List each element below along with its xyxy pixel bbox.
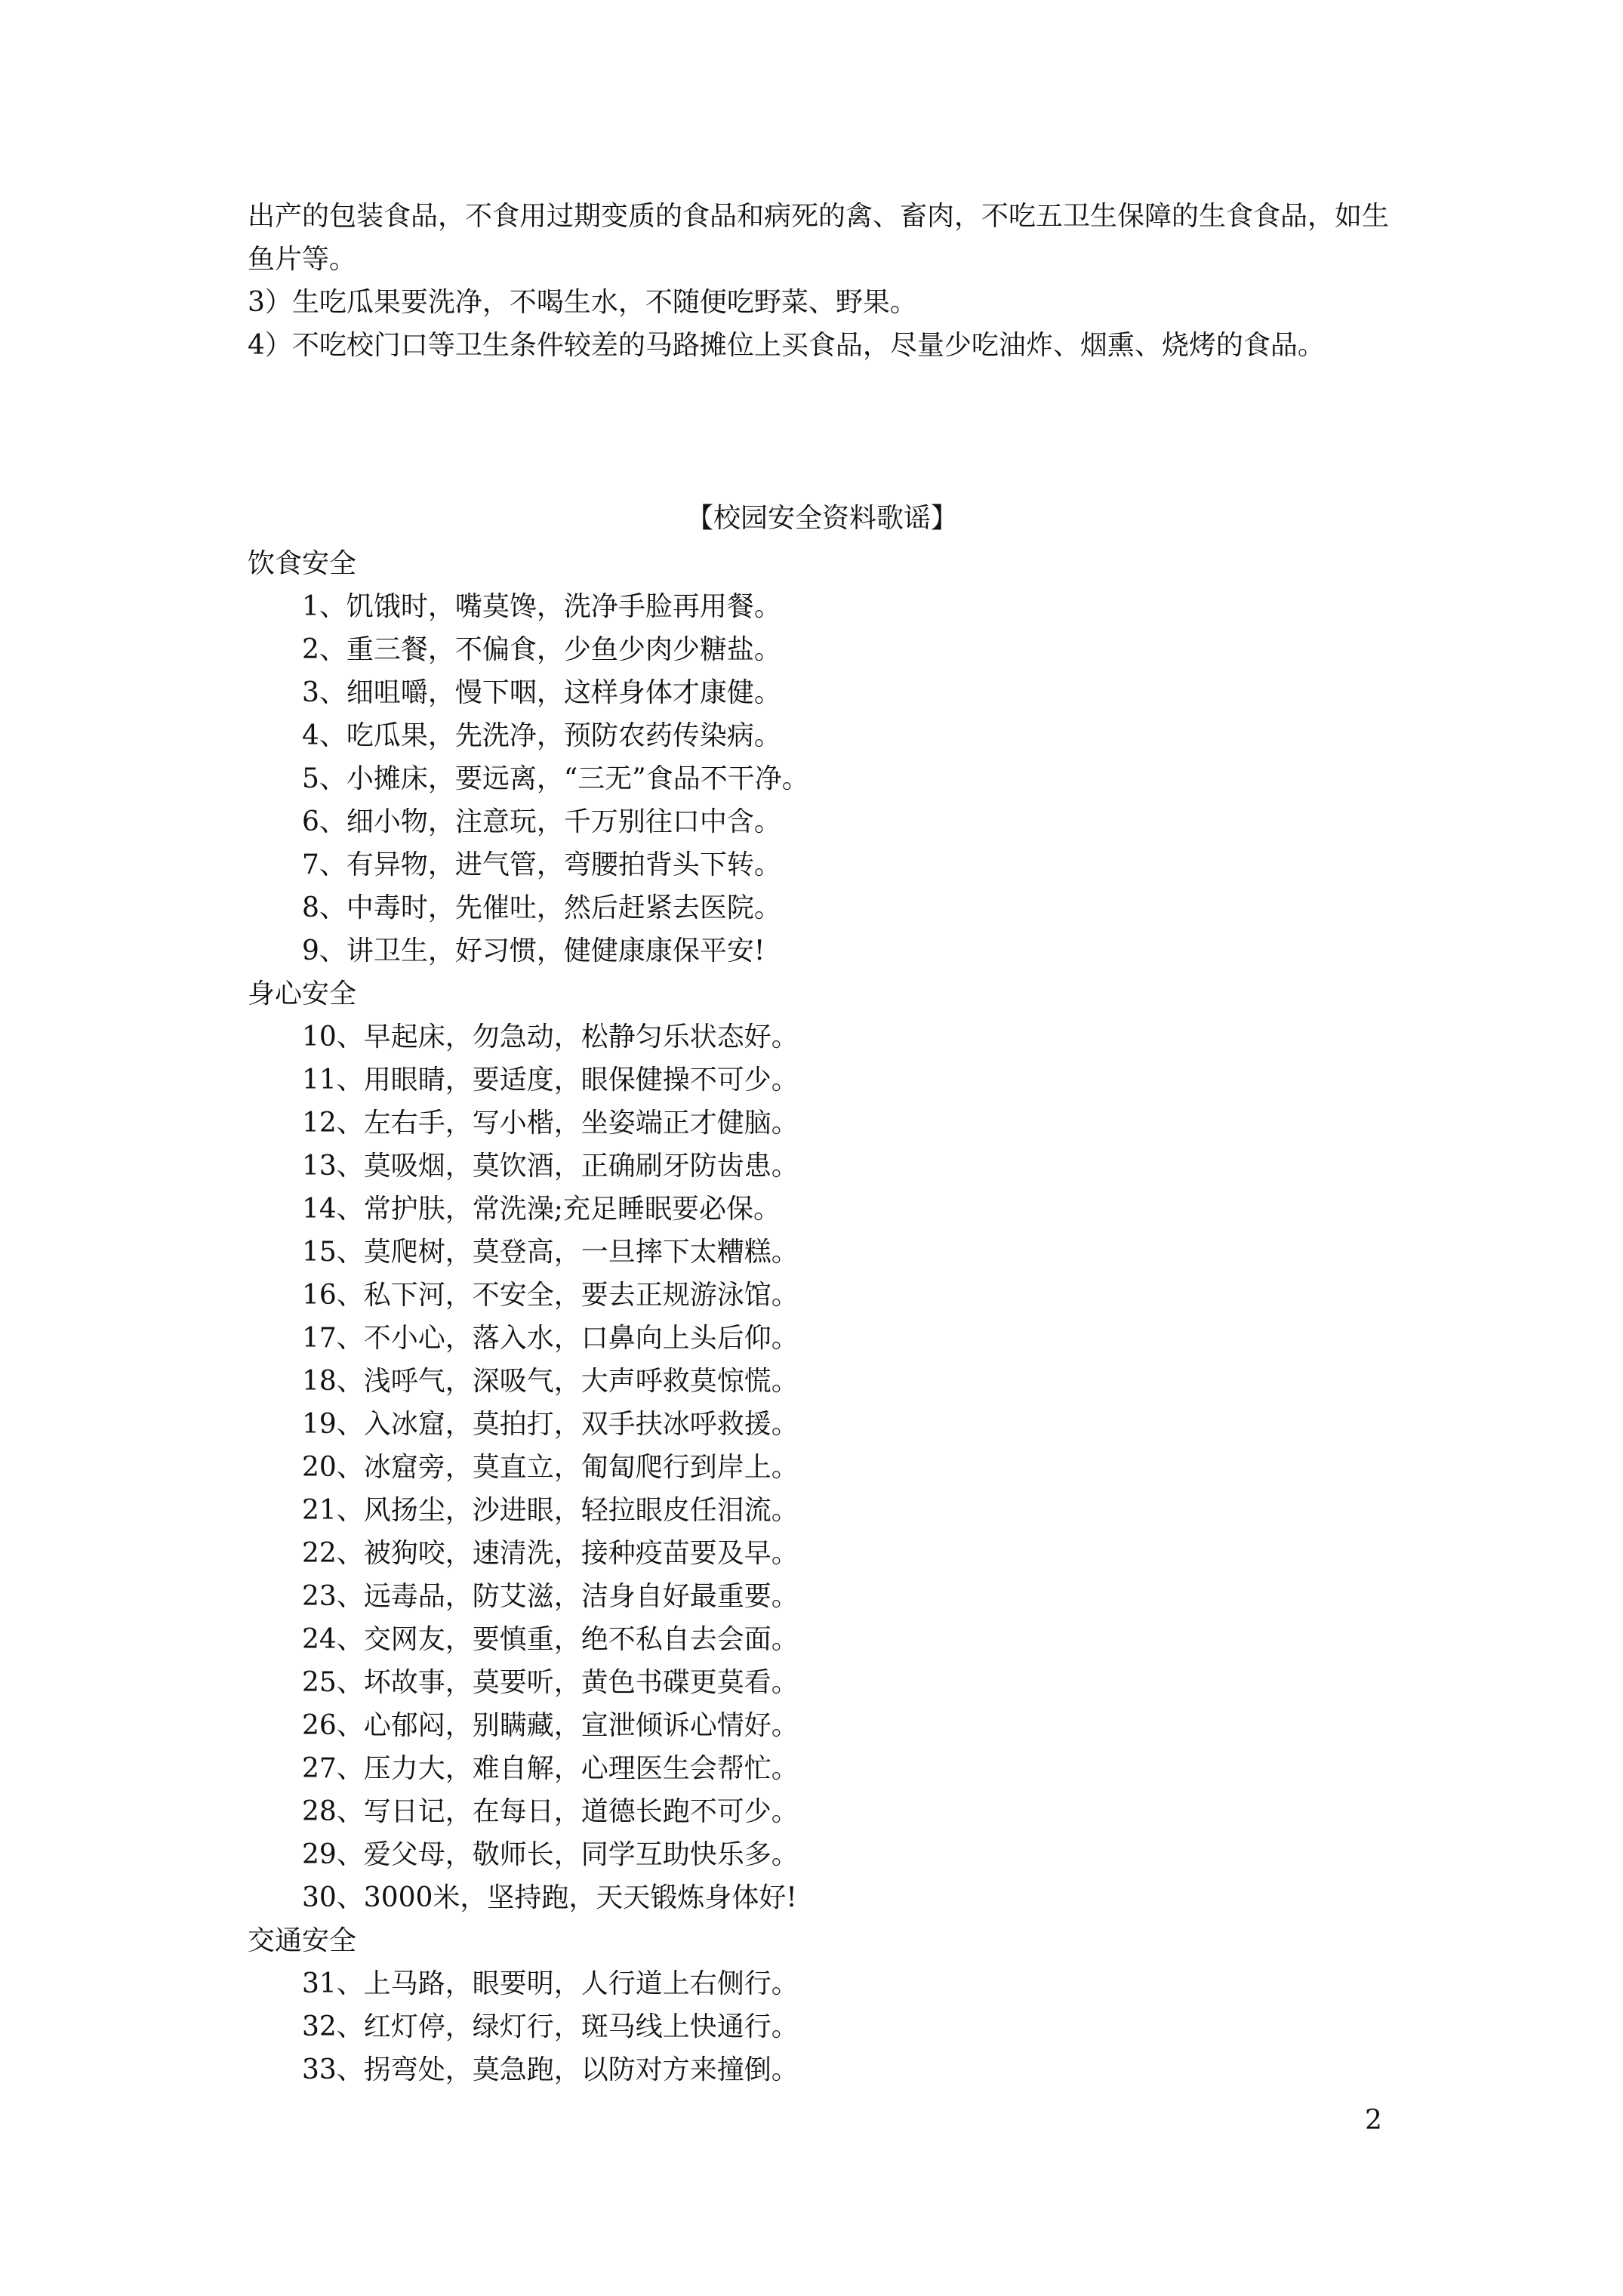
intro-paragraph-1: 出产的包装食品，不食用过期变质的食品和病死的禽、畜肉，不吃五卫生保障的生食食品，如生鱼片等。 <box>248 201 1390 275</box>
song-sections <box>248 542 1380 2091</box>
song-line: 10、早起床，勿急动，松静匀乐状态好。 <box>302 1022 799 1052</box>
song-line: 32、红灯停，绿灯行，斑马线上快通行。 <box>302 2011 799 2042</box>
song-line: 25、坏故事，莫要听，黄色书碟更莫看。 <box>302 1667 799 1698</box>
song-line: 9、讲卫生，好习惯，健健康康保平安! <box>302 935 765 966</box>
song-line: 18、浅呼气，深吸气，大声呼救莫惊慌。 <box>302 1366 799 1397</box>
section-heading-food: 饮食安全 <box>248 548 357 579</box>
intro-paragraph-2: 3）生吃瓜果要洗净，不喝生水，不随便吃野菜、野果。 <box>248 287 917 318</box>
page-number: 2 <box>1365 2105 1382 2136</box>
song-line: 3、细咀嚼，慢下咽，这样身体才康健。 <box>302 677 781 708</box>
song-line: 16、私下河，不安全，要去正规游泳馆。 <box>302 1280 799 1311</box>
song-line: 1、饥饿时，嘴莫馋，洗净手脸再用餐。 <box>302 591 781 622</box>
intro-text <box>248 195 1395 367</box>
song-line: 29、爱父母，敬师长，同学互助快乐多。 <box>302 1839 799 1870</box>
song-line: 21、风扬尘，沙进眼，轻拉眼皮任泪流。 <box>302 1495 799 1526</box>
song-line: 20、冰窟旁，莫直立，匍匐爬行到岸上。 <box>302 1452 799 1483</box>
document-title: 【校园安全资料歌谣】 <box>685 503 958 534</box>
song-line: 6、细小物，注意玩，千万别往口中含。 <box>302 806 781 837</box>
song-line: 2、重三餐，不偏食，少鱼少肉少糖盐。 <box>302 634 781 665</box>
song-line: 31、上马路，眼要明，人行道上右侧行。 <box>302 1968 799 1999</box>
song-line: 11、用眼睛，要适度，眼保健操不可少。 <box>302 1065 799 1096</box>
song-line: 22、被狗咬，速清洗，接种疫苗要及早。 <box>302 1538 799 1569</box>
song-line: 7、有异物，进气管，弯腰拍背头下转。 <box>302 849 781 880</box>
section-heading-body-mind: 身心安全 <box>248 978 357 1009</box>
song-line: 24、交网友，要慎重，绝不私自去会面。 <box>302 1624 799 1655</box>
intro-paragraph-3: 4）不吃校门口等卫生条件较差的马路摊位上买食品，尽量少吃油炸、烟熏、烧烤的食品。 <box>248 330 1325 361</box>
song-line: 13、莫吸烟，莫饮酒，正确刷牙防齿患。 <box>302 1151 799 1182</box>
song-line: 33、拐弯处，莫急跑，以防对方来撞倒。 <box>302 2054 799 2085</box>
song-line: 12、左右手，写小楷，坐姿端正才健脑。 <box>302 1108 799 1139</box>
song-line: 19、入冰窟，莫拍打，双手扶冰呼救援。 <box>302 1409 799 1440</box>
song-line: 30、3000米，坚持跑，天天锻炼身体好! <box>302 1882 797 1913</box>
song-line: 14、常护肤，常洗澡;充足睡眠要必保。 <box>302 1194 781 1225</box>
song-line: 5、小摊床，要远离，“三无”食品不干净。 <box>302 763 809 794</box>
song-line: 26、心郁闷，别瞒藏，宣泄倾诉心情好。 <box>302 1710 799 1741</box>
song-line: 17、不小心，落入水，口鼻向上头后仰。 <box>302 1323 799 1354</box>
song-line: 4、吃瓜果，先洗净，预防农药传染病。 <box>302 720 781 751</box>
song-line: 28、写日记，在每日，道德长跑不可少。 <box>302 1796 799 1827</box>
song-line: 8、中毒时，先催吐，然后赶紧去医院。 <box>302 892 781 923</box>
song-line: 23、远毒品，防艾滋，洁身自好最重要。 <box>302 1581 799 1612</box>
song-line: 15、莫爬树，莫登高，一旦摔下太糟糕。 <box>302 1237 799 1268</box>
section-heading-traffic: 交通安全 <box>248 1925 357 1956</box>
song-line: 27、压力大，难自解，心理医生会帮忙。 <box>302 1753 799 1784</box>
